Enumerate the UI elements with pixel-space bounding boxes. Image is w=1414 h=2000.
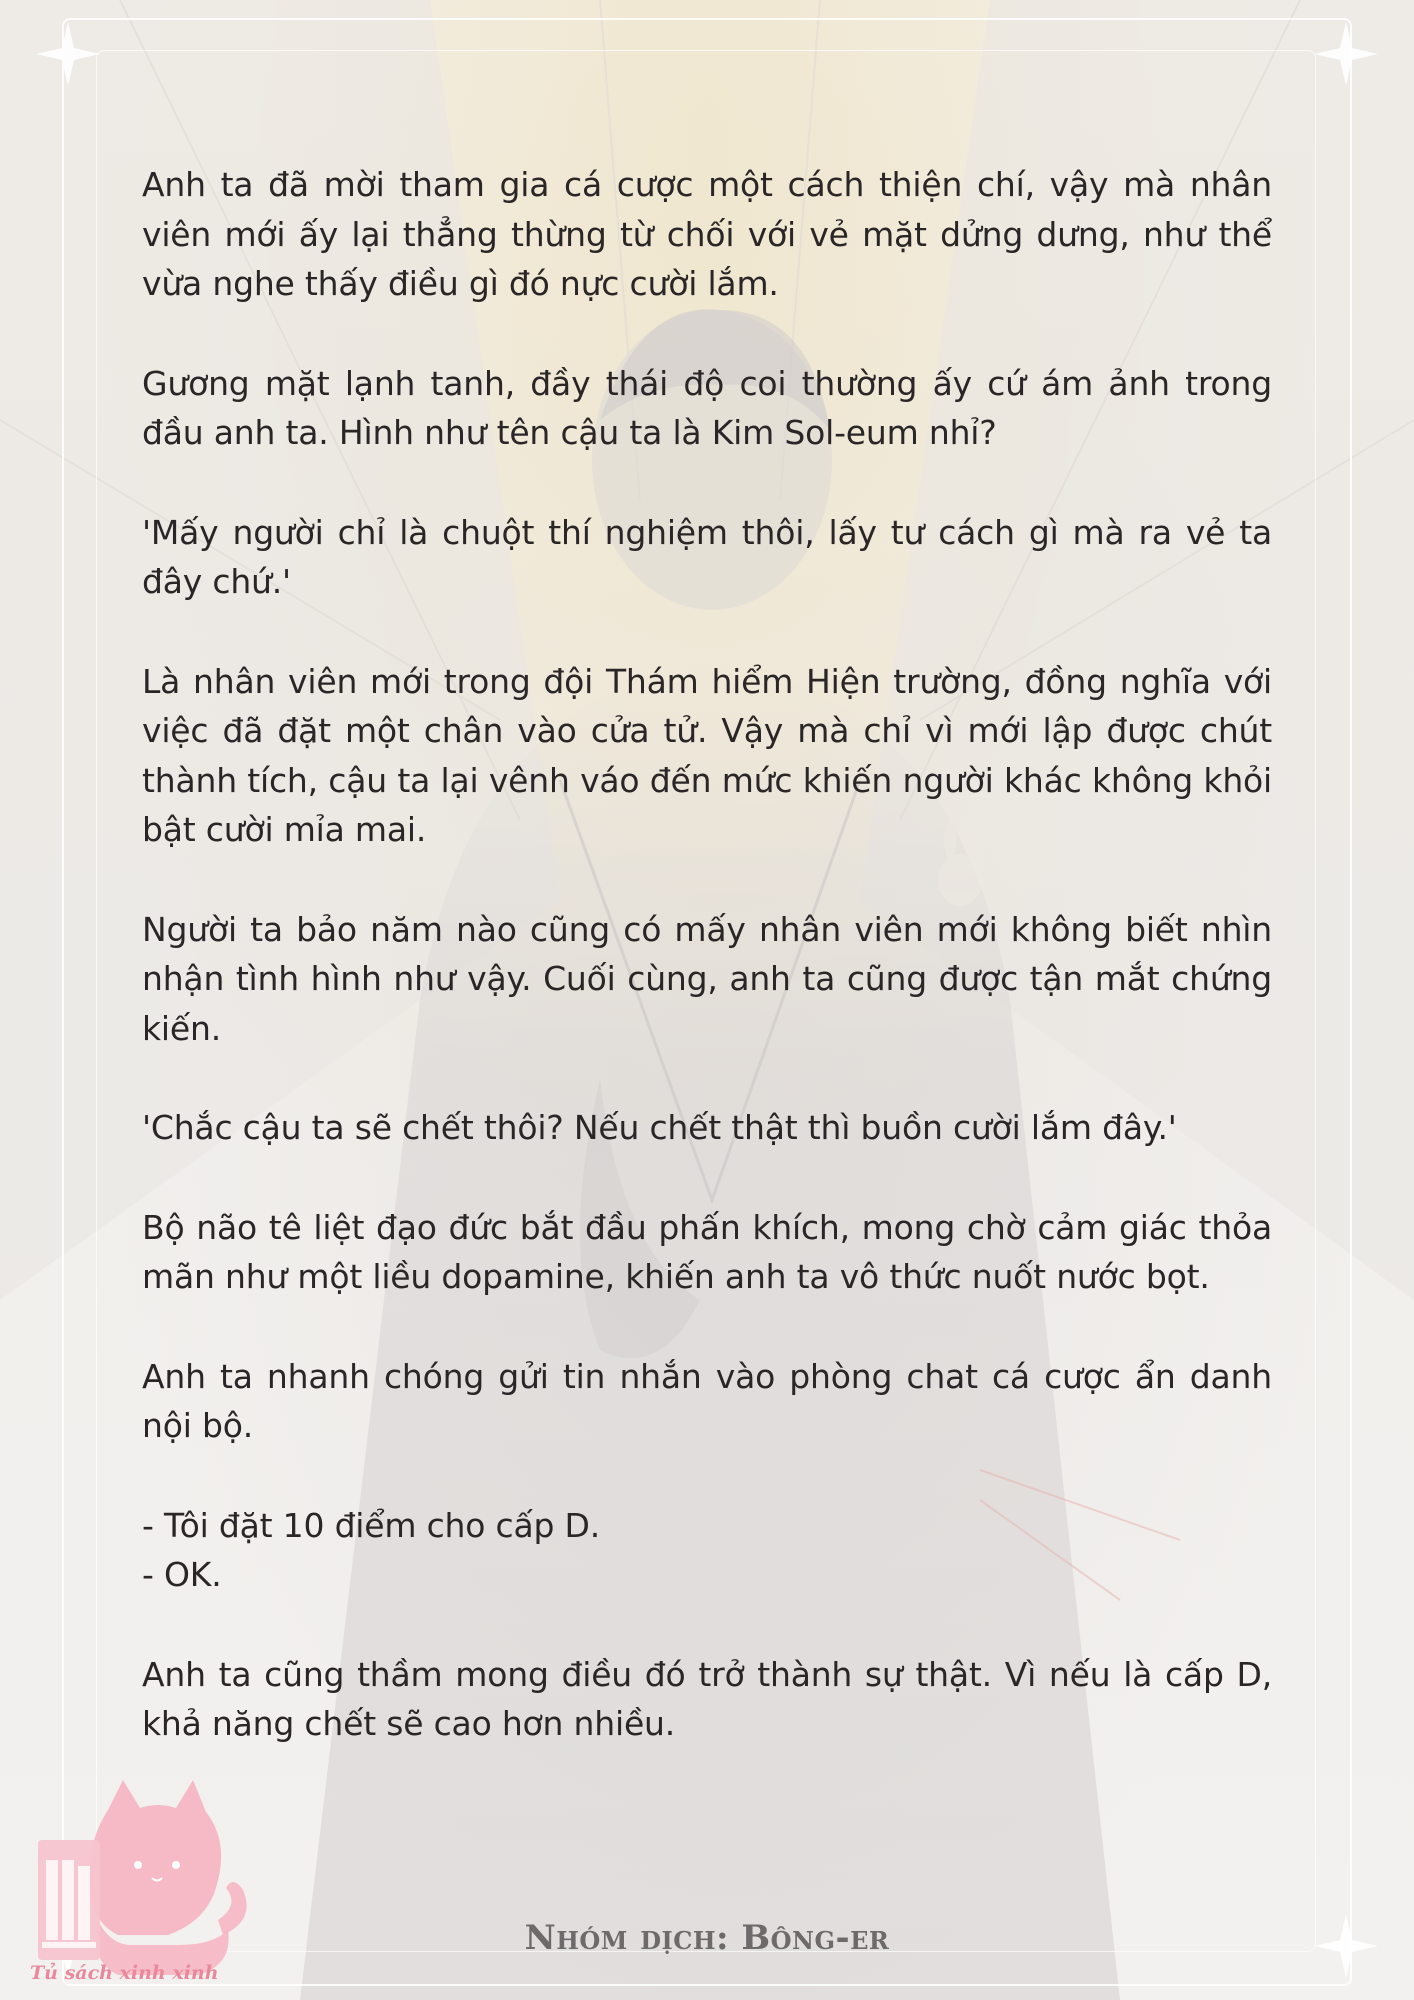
chat-message: - Tôi đặt 10 điểm cho cấp D. <box>142 1505 601 1545</box>
paragraph: Gương mặt lạnh tanh, đầy thái độ coi thường ấy cứ ám ảnh trong đầu anh ta. Hình như tên cậu ta là Kim Sol-eum nhỉ? <box>142 363 1272 452</box>
story-text <box>142 160 1272 1799</box>
chat-message: - OK. <box>142 1555 222 1594</box>
paragraph: Anh ta nhanh chóng gửi tin nhắn vào phòng chat cá cược ẩn danh nội bộ. <box>142 1356 1272 1445</box>
paragraph: Là nhân viên mới trong đội Thám hiểm Hiện trường, đồng nghĩa với việc đã đặt một chân vào cửa tử. Vậy mà chỉ vì mới lập được chút thành tích, cậu ta lại vênh váo đến mức khiến người khác không khỏi bật cười mỉa mai. <box>142 661 1272 849</box>
translator-credit: Nhóm dịch: Bông-er <box>524 1918 890 1958</box>
paragraph: 'Mấy người chỉ là chuột thí nghiệm thôi, lấy tư cách gì mà ra vẻ ta đây chứ.' <box>142 512 1272 601</box>
logo-text: Tủ sách xinh xinh <box>30 1962 219 1984</box>
paragraph: Người ta bảo năm nào cũng có mấy nhân viên mới không biết nhìn nhận tình hình như vậy. Cuối cùng, anh ta cũng được tận mắt chứng kiến. <box>142 909 1272 1048</box>
paragraph: Bộ não tê liệt đạo đức bắt đầu phấn khích, mong chờ cảm giác thỏa mãn như một liều dopamine, khiến anh ta vô thức nuốt nước bọt. <box>142 1207 1272 1296</box>
paragraph: Anh ta đã mời tham gia cá cược một cách thiện chí, vậy mà nhân viên mới ấy lại thẳng thừng từ chối với vẻ mặt dửng dưng, như thể vừa nghe thấy điều gì đó nực cười lắm. <box>142 165 1272 303</box>
closing-paragraph: Anh ta cũng thầm mong điều đó trở thành sự thật. Vì nếu là cấp D, khả năng chết sẽ cao hơn nhiều. <box>142 1654 1272 1743</box>
paragraph: 'Chắc cậu ta sẽ chết thôi? Nếu chết thật thì buồn cười lắm đây.' <box>142 1108 1177 1147</box>
